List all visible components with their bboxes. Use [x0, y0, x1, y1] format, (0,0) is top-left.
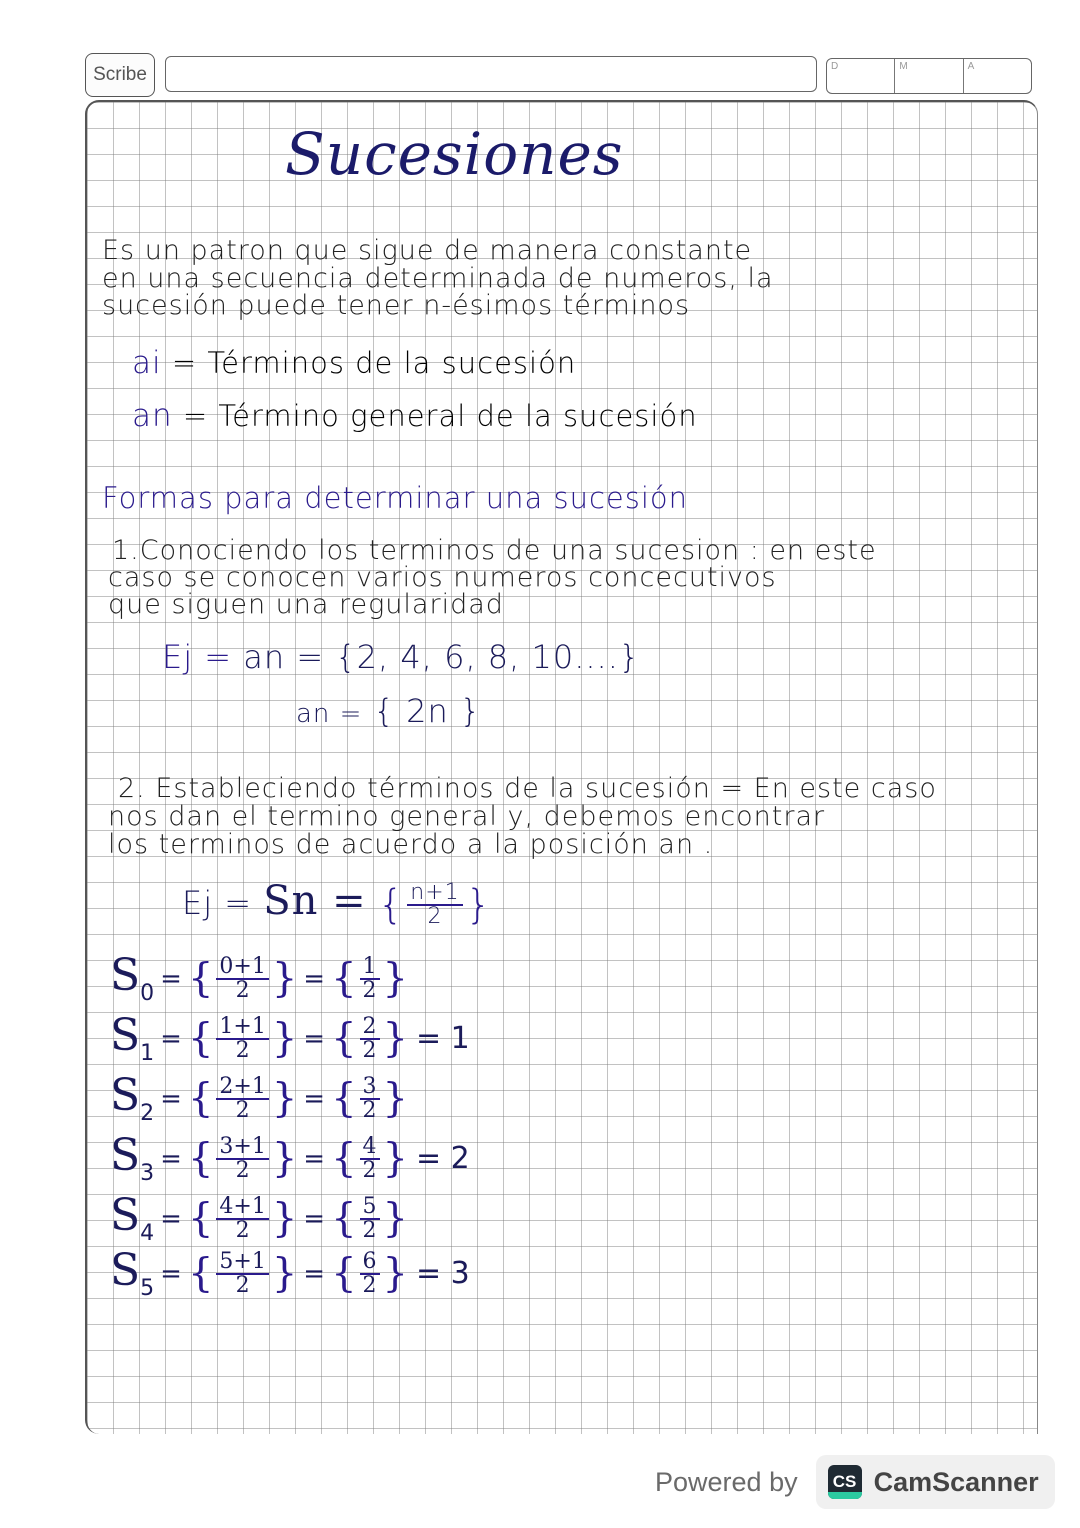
section-heading: Formas para determinar una sucesión — [102, 481, 689, 515]
definition-ai-text: = Términos de la sucesión — [171, 346, 577, 380]
term-numerator: 1+1 — [216, 1016, 268, 1040]
term-numerator: 3+1 — [216, 1136, 268, 1160]
example-label: Ej = — [162, 638, 233, 676]
simplified-denominator: 2 — [362, 1217, 377, 1243]
formula-fraction — [407, 882, 462, 928]
simplified-numerator: 6 — [360, 1251, 380, 1275]
term-index: 1 — [140, 1040, 155, 1066]
brace-open-icon: { — [377, 882, 405, 928]
example-lhs: an = — [243, 638, 325, 676]
method2-line-2: nos dan el termino general y, debemos encontrar — [108, 801, 826, 832]
brace-close-icon: } — [465, 882, 493, 928]
general-set: { 2n } — [373, 692, 482, 730]
term-index: 5 — [140, 1275, 155, 1301]
term-row: $S_5$ = { $\frac{5+1}{2}$ } = { $\frac{6}{2}$ } = 3 — [110, 1245, 470, 1301]
definition-ai — [132, 345, 576, 381]
term-result: = 3 — [416, 1256, 470, 1291]
term-row: $S_3$ = { $\frac{3+1}{2}$ } = { $\frac{4}{2}$ } = 2 — [110, 1130, 470, 1186]
general-lhs: an = — [296, 699, 363, 729]
date-day-label: D — [827, 59, 895, 93]
term-row: $S_0$ = { $\frac{0+1}{2}$ } = { $\frac{1}{2}$ } — [110, 950, 408, 1006]
notebook-title-field — [165, 56, 817, 92]
method1-example — [162, 638, 640, 676]
simplified-numerator: 5 — [360, 1196, 380, 1220]
example-set: {2, 4, 6, 8, 10....} — [335, 638, 641, 676]
simplified-numerator: 3 — [360, 1076, 380, 1100]
intro-line-1: Es un patron que sigue de manera constante — [102, 235, 753, 266]
method2-formula — [182, 878, 492, 928]
term-denominator: 2 — [235, 1272, 250, 1298]
formula-lhs: Sn = — [263, 878, 367, 924]
term-denominator: 2 — [235, 1217, 250, 1243]
intro-line-3: sucesión puede tener n-ésimos términos — [102, 290, 691, 321]
term-row: $S_4$ = { $\frac{4+1}{2}$ } = { $\frac{5}{2}$ } — [110, 1190, 408, 1246]
term-index: 0 — [140, 980, 155, 1006]
simplified-denominator: 2 — [362, 1097, 377, 1123]
term-numerator: 4+1 — [216, 1196, 268, 1220]
term-denominator: 2 — [235, 1157, 250, 1183]
scribe-brand-tag: Scribe — [85, 53, 155, 97]
simplified-numerator: 4 — [360, 1136, 380, 1160]
method2-line-3: los terminos de acuerdo a la posición an . — [108, 829, 714, 860]
term-denominator: 2 — [235, 977, 250, 1003]
method2-line-1: 2. Estableciendo términos de la sucesión = En este caso — [118, 773, 937, 804]
term-numerator: 5+1 — [216, 1251, 268, 1275]
camscanner-brand-name: CamScanner — [873, 1466, 1039, 1497]
powered-by-label: Powered by — [655, 1466, 798, 1497]
term-denominator: 2 — [235, 1037, 250, 1063]
formula-example-label: Ej = — [182, 884, 253, 922]
definition-an — [132, 398, 698, 434]
simplified-numerator: 1 — [360, 956, 380, 980]
term-row: $S_2$ = { $\frac{2+1}{2}$ } = { $\frac{3}{2}$ } — [110, 1070, 408, 1126]
term-index: 4 — [140, 1220, 155, 1246]
term-result: = 2 — [416, 1141, 470, 1176]
simplified-denominator: 2 — [362, 1272, 377, 1298]
definition-an-text: = Término general de la sucesión — [182, 399, 698, 433]
method1-line-1: 1.Conociendo los terminos de una sucesion : en este — [112, 535, 877, 566]
intro-line-2: en una secuencia determinada de numeros, la — [102, 263, 774, 294]
camscanner-logo-icon: CS — [828, 1465, 862, 1499]
date-month-label: M — [895, 59, 963, 93]
method1-line-3: que siguen una regularidad — [108, 589, 504, 620]
page-title: Sucesiones — [285, 120, 624, 188]
term-index: 2 — [140, 1100, 155, 1126]
date-year-label: A — [967, 61, 975, 72]
simplified-numerator: 2 — [360, 1016, 380, 1040]
camscanner-watermark — [655, 1455, 1055, 1509]
method1-line-2: caso se conocen varios numeros concecutivos — [108, 562, 777, 593]
simplified-denominator: 2 — [362, 1037, 377, 1063]
definition-an-symbol: an — [132, 398, 173, 434]
term-row: $S_1$ = { $\frac{1+1}{2}$ } = { $\frac{2}{2}$ } = 1 — [110, 1010, 470, 1066]
term-index: 3 — [140, 1160, 155, 1186]
simplified-denominator: 2 — [362, 1157, 377, 1183]
formula-numerator: n+1 — [407, 882, 462, 906]
camscanner-badge — [816, 1455, 1055, 1509]
term-denominator: 2 — [235, 1097, 250, 1123]
term-numerator: 0+1 — [216, 956, 268, 980]
date-fields — [826, 58, 1032, 94]
definition-ai-symbol: ai — [132, 345, 162, 381]
simplified-denominator: 2 — [362, 977, 377, 1003]
term-result: = 1 — [416, 1021, 470, 1056]
formula-denominator: 2 — [427, 904, 443, 929]
term-numerator: 2+1 — [216, 1076, 268, 1100]
method1-general-term — [296, 692, 481, 730]
